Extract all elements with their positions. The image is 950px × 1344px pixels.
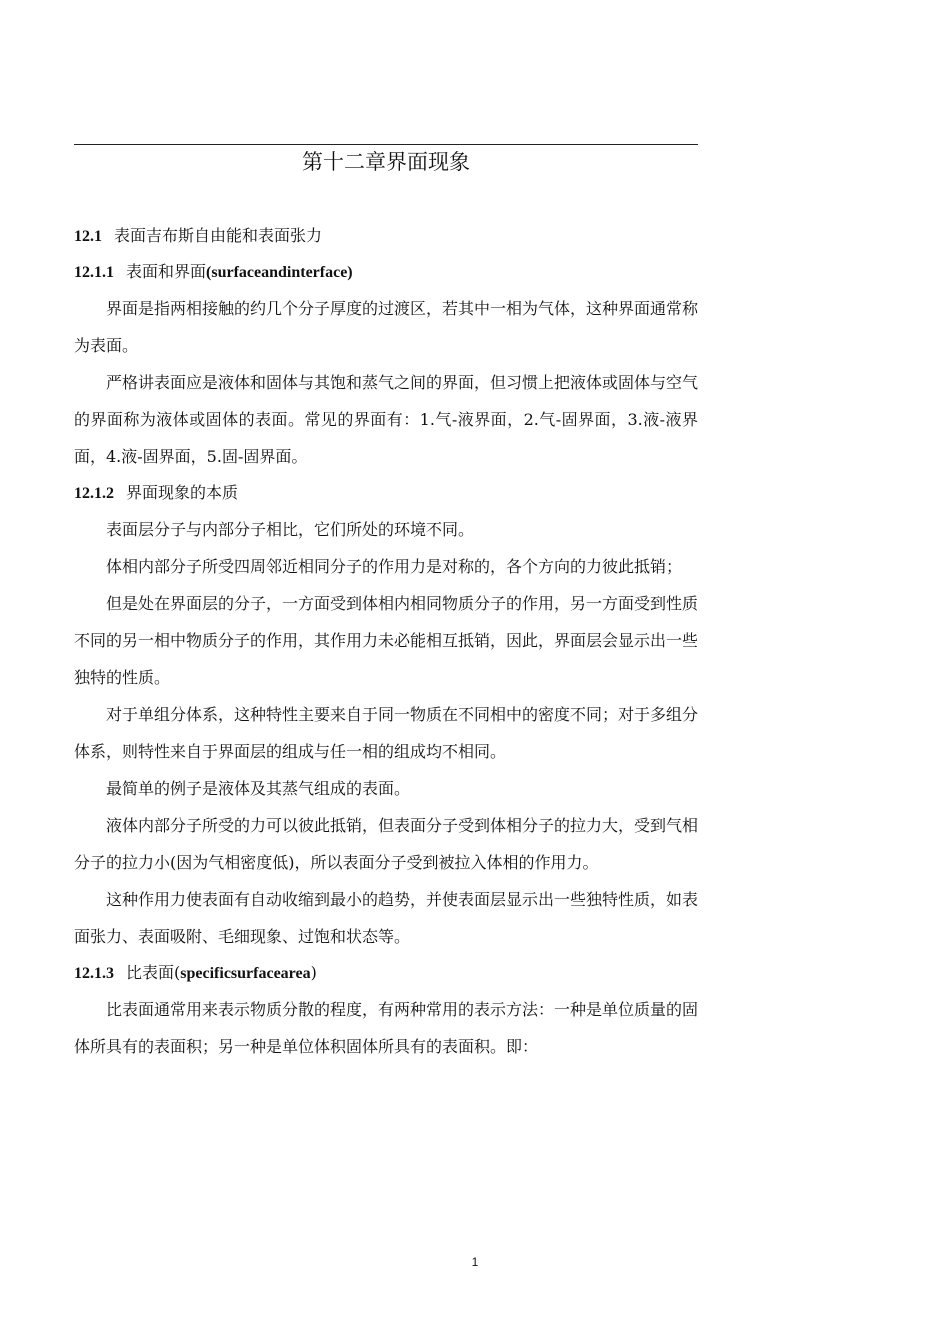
paragraph-4: 体相内部分子所受四周邻近相同分子的作用力是对称的，各个方向的力彼此抵销；	[106, 557, 683, 576]
chapter-title: 第十二章界面现象	[302, 150, 470, 174]
section-heading-12-1-1	[74, 254, 698, 290]
paragraph-3: 表面层分子与内部分子相比，它们所处的环境不同。	[106, 520, 475, 539]
paren-open: (	[174, 963, 181, 982]
header-rule	[74, 144, 698, 145]
section-title: 界面现象的本质	[126, 483, 239, 502]
paragraph-8: 液体内部分子所受的力可以彼此抵销，但表面分子受到体相分子的拉力大，受到气相分子的拉力小(因为气相密度低)，所以表面分子受到被拉入体相的作用力。	[74, 816, 699, 872]
page-number: 1	[471, 1255, 479, 1269]
section-number: 12.1.2	[74, 485, 114, 502]
section-title: 比表面	[126, 963, 175, 982]
paragraph-7: 最简单的例子是液体及其蒸气组成的表面。	[106, 779, 411, 798]
section-title-english: (surfaceandinterface)	[206, 264, 353, 281]
paragraph-6: 对于单组分体系，这种特性主要来自于同一物质在不同相中的密度不同；对于多组分体系，则特性来自于界面层的组成与任一相的组成均不相同。	[74, 705, 699, 761]
section-heading-12-1	[74, 218, 698, 254]
section-title: 表面吉布斯自由能和表面张力	[114, 226, 323, 245]
paragraph-10: 比表面通常用来表示物质分散的程度，有两种常用的表示方法：一种是单位质量的固体所具有的表面积；另一种是单位体积固体所具有的表面积。即：	[74, 1000, 699, 1056]
section-number: 12.1.1	[74, 264, 114, 281]
section-number: 12.1.3	[74, 965, 114, 982]
section-heading-12-1-3	[74, 955, 698, 991]
paragraph-9: 这种作用力使表面有自动收缩到最小的趋势，并使表面层显示出一些独特性质，如表面张力、表面吸附、毛细现象、过饱和状态等。	[74, 890, 699, 946]
document-body	[74, 218, 698, 1065]
paragraph-5: 但是处在界面层的分子，一方面受到体相内相同物质分子的作用，另一方面受到性质不同的另一相中物质分子的作用，其作用力未必能相互抵销，因此，界面层会显示出一些独特的性质。	[74, 594, 699, 687]
paren-close: )	[310, 963, 317, 982]
paragraph-2: 严格讲表面应是液体和固体与其饱和蒸气之间的界面，但习惯上把液体或固体与空气的界面称为液体或固体的表面。常见的界面有：1.气-液界面，2.气-固界面，3.液-液界面，4.液-固界面，5.固-固界面。	[74, 373, 699, 466]
section-title-english: specificsurfacearea	[180, 965, 311, 982]
section-title: 表面和界面	[126, 262, 207, 281]
section-heading-12-1-2	[74, 475, 698, 511]
section-number: 12.1	[74, 228, 102, 245]
paragraph-1: 界面是指两相接触的约几个分子厚度的过渡区，若其中一相为气体，这种界面通常称为表面。	[74, 299, 699, 355]
